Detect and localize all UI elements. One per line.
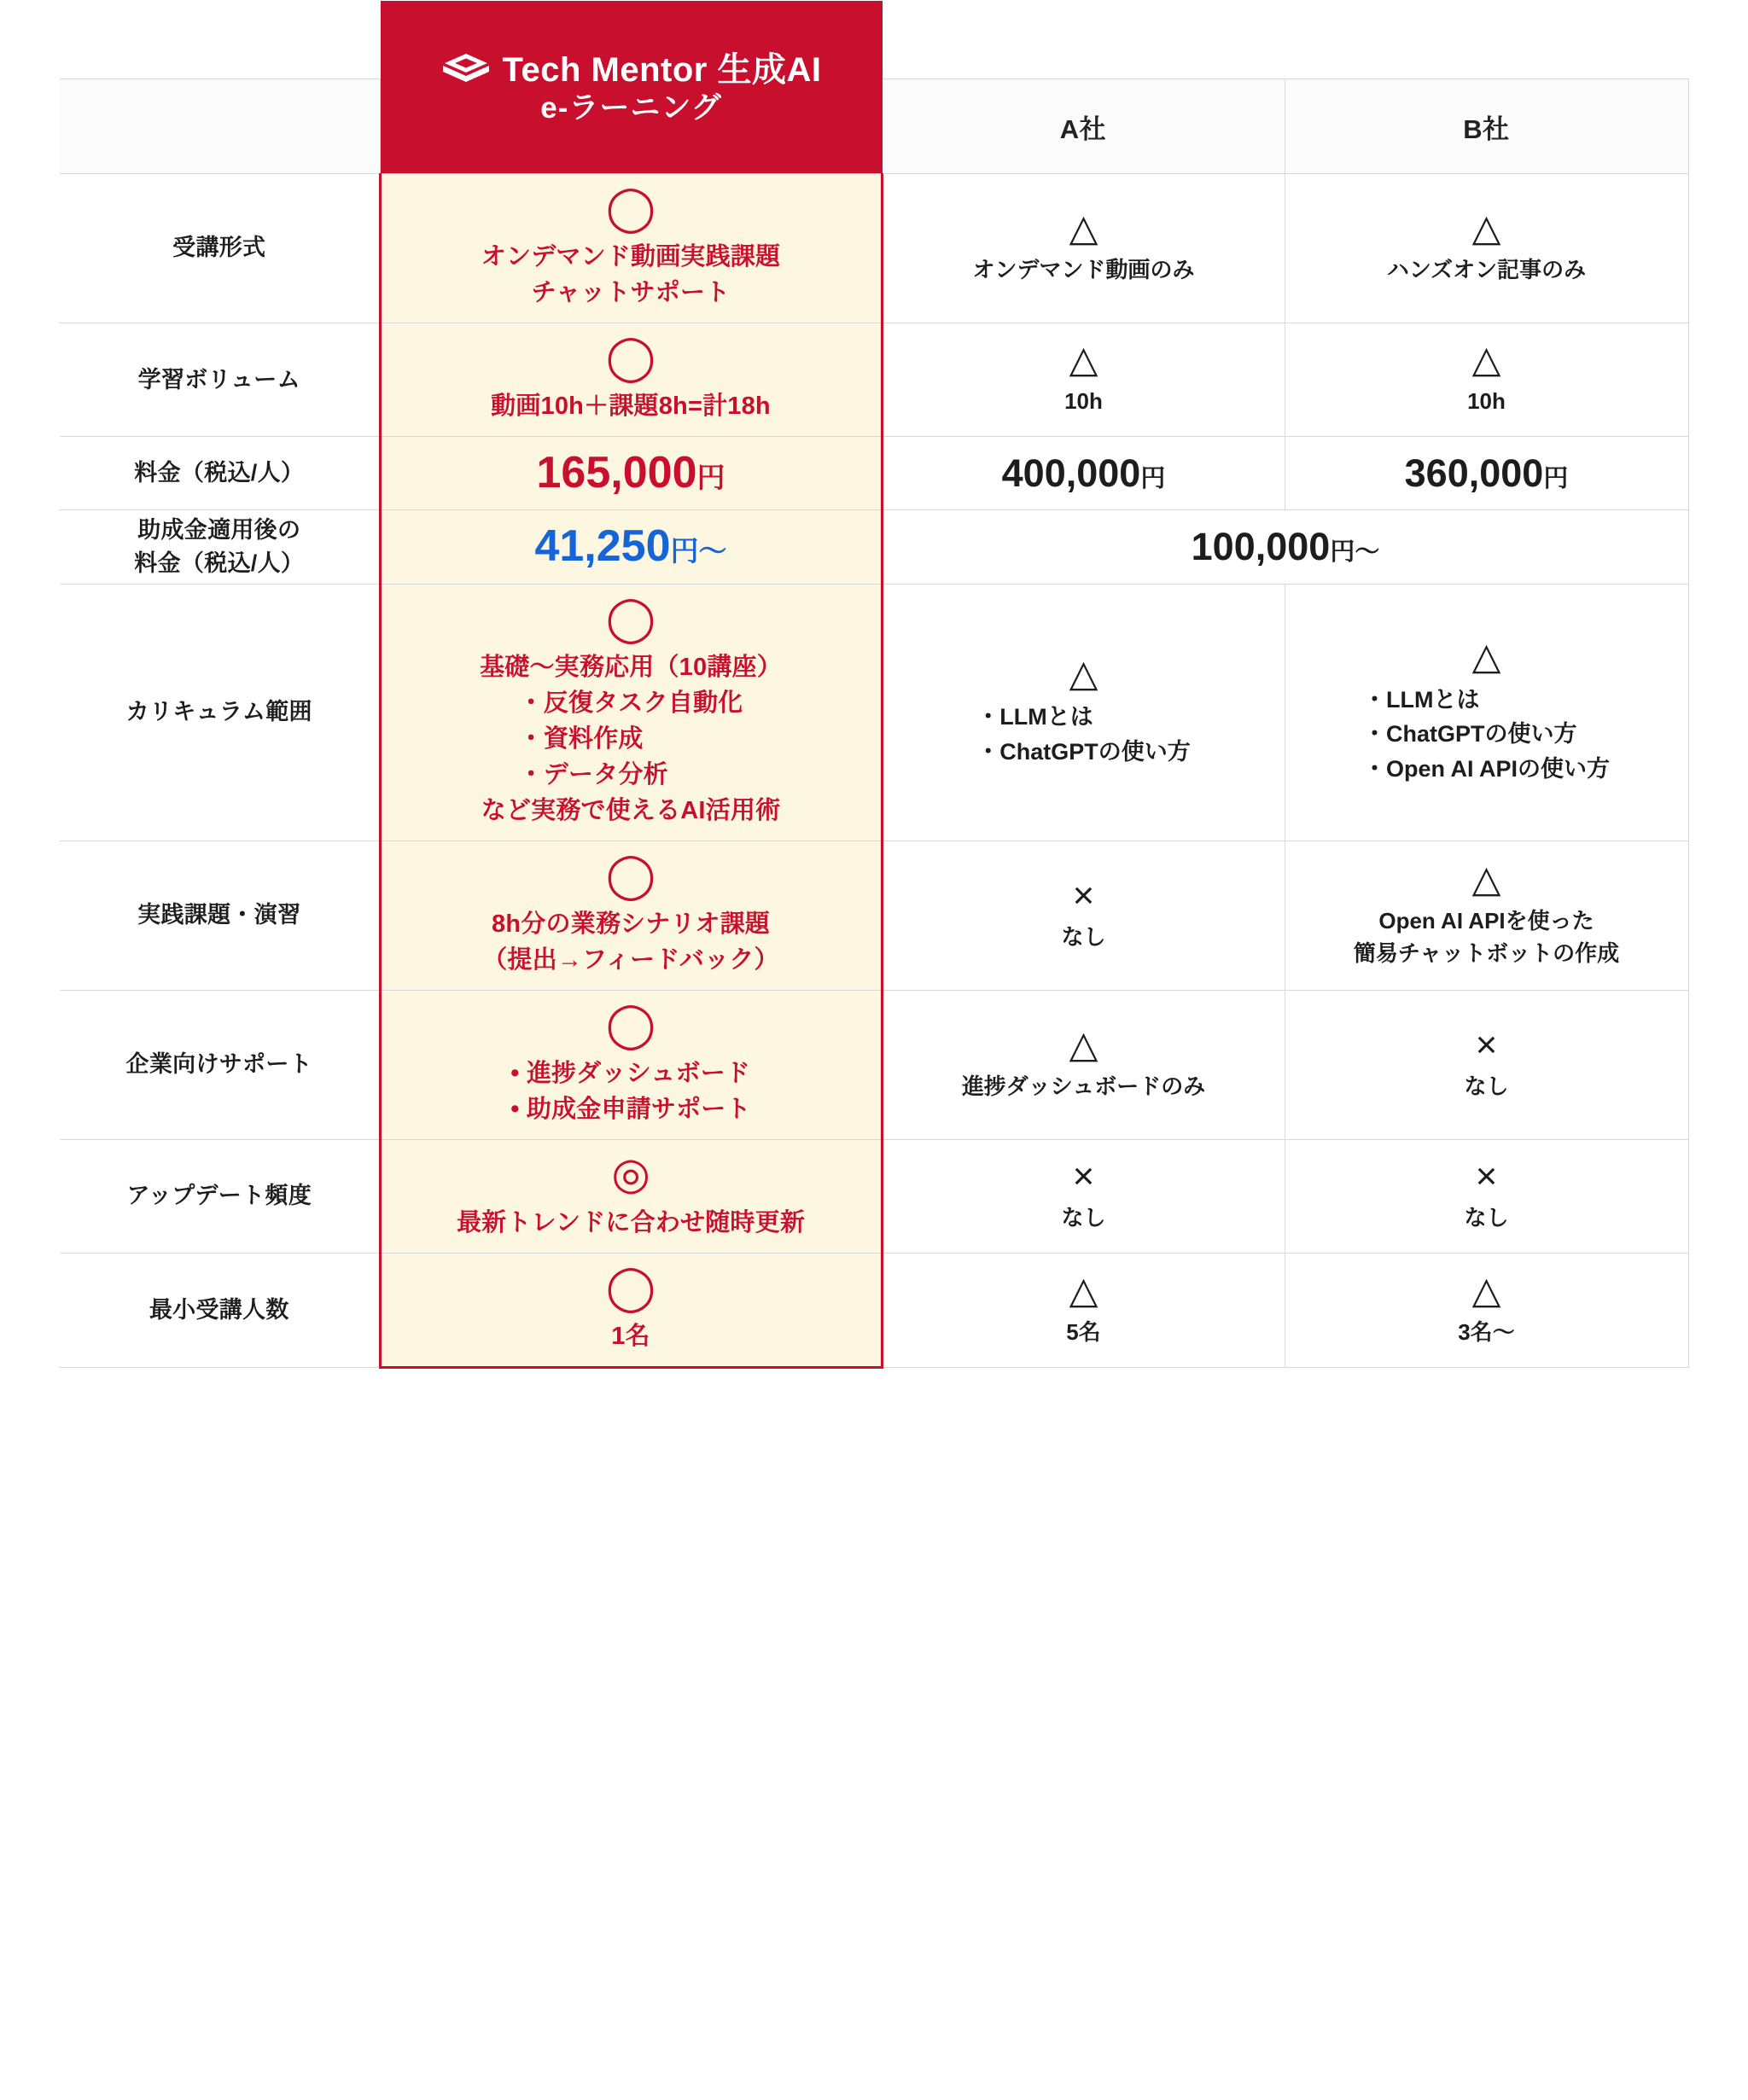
main-cell-price: [380, 437, 882, 510]
row-label-price: 料金（税込/人）: [60, 437, 380, 510]
vendor-b-cell-update-frequency: [1285, 1139, 1688, 1253]
main-text-line: 動画10h＋課題8h=計18h: [491, 393, 771, 421]
price-unit: 円: [696, 462, 725, 494]
bullet-item: ・ChatGPTの使い方: [1362, 721, 1577, 748]
main-cell-format: [380, 174, 882, 323]
vendor-text-line: 簡易チャットボットの作成: [1353, 939, 1620, 966]
row-label-min-participants: 最小受講人数: [60, 1253, 380, 1367]
price-unit: 円: [1140, 464, 1166, 492]
brand-name: Tech Mentor 生成AI: [502, 50, 822, 89]
vendor-b-cell-exercises: [1285, 841, 1688, 990]
price-amount: 41,250: [534, 521, 671, 572]
main-cell-min-participants: [380, 1253, 882, 1367]
main-cell-subsidized-price: [380, 510, 882, 584]
vendor-text-line: 10h: [1064, 388, 1103, 415]
table-row: [60, 323, 1688, 437]
mark-circle-icon: ◯: [605, 850, 656, 900]
vendor-text-line: 5名: [1066, 1318, 1101, 1345]
mark-cross-icon: ×: [1072, 1155, 1095, 1198]
vendor-text-line: 進捗ダッシュボードのみ: [961, 1073, 1206, 1100]
main-text-line: チャットサポート: [531, 279, 731, 307]
mark-circle-icon: ◯: [605, 183, 656, 233]
table-row: [60, 990, 1688, 1139]
mark-triangle-icon: △: [1471, 635, 1501, 678]
vendor-text-line: Open AI APIを使った: [1378, 908, 1594, 934]
vendor-a-bullets: [976, 700, 1191, 769]
table-row: [60, 1139, 1688, 1253]
price-merged-value: [894, 526, 1678, 568]
row-label-update-frequency: アップデート頻度: [60, 1139, 380, 1253]
mark-triangle-icon: △: [1471, 207, 1501, 250]
table-row: [60, 437, 1688, 510]
mark-triangle-icon: △: [1069, 1269, 1098, 1312]
vendor-text-line: なし: [1464, 1205, 1509, 1231]
row-label-exercises: 実践課題・演習: [60, 841, 380, 990]
main-curriculum-bullets: [519, 685, 743, 793]
bullet-item: • 進捗ダッシュボード: [510, 1059, 751, 1087]
row-label-line1: 助成金適用後の: [137, 516, 301, 543]
vendor-text-line: なし: [1061, 923, 1106, 950]
brand-header-block: [381, 1, 883, 173]
bullet-item: ・資料作成: [518, 724, 644, 753]
bullet-item: ・反復タスク自動化: [518, 689, 743, 717]
mark-triangle-icon: △: [1069, 653, 1098, 695]
price-main-subsidized: [392, 522, 871, 571]
bullet-item: • 助成金申請サポート: [510, 1095, 751, 1123]
row-label-format: 受講形式: [60, 174, 380, 323]
mark-cross-icon: ×: [1475, 1024, 1498, 1067]
mark-cross-icon: ×: [1475, 1155, 1498, 1198]
row-label-volume: 学習ボリューム: [60, 323, 380, 437]
price-amount: 360,000: [1404, 451, 1544, 495]
vendor-text-line: 3名〜: [1458, 1318, 1515, 1345]
mark-cross-icon: ×: [1072, 874, 1095, 916]
main-cell-curriculum: [380, 584, 882, 841]
vendor-a-cell-curriculum: [882, 584, 1285, 841]
main-cell-update-frequency: [380, 1139, 882, 1253]
brand-title-row: [441, 51, 822, 89]
mark-triangle-icon: △: [1069, 207, 1098, 250]
cube-logo-icon: [441, 51, 491, 89]
vendor-b-cell-volume: [1285, 323, 1688, 437]
main-text-line: （提出→フィードバック）: [482, 945, 779, 974]
main-text-line: オンデマンド動画実践課題: [481, 243, 781, 270]
mark-circle-icon: ◯: [605, 1262, 656, 1312]
main-support-bullets: [510, 1056, 750, 1127]
table-row: [60, 841, 1688, 990]
bullet-item: ・Open AI APIの使い方: [1362, 755, 1610, 782]
table-row: [60, 1253, 1688, 1367]
brand-subtitle: e-ラーニング: [540, 90, 722, 125]
price-unit: 円〜: [1330, 538, 1380, 567]
vendor-a-cell-update-frequency: [882, 1139, 1285, 1253]
bullet-item: ・ChatGPTの使い方: [976, 738, 1191, 765]
price-b-value: [1296, 452, 1678, 495]
vendor-a-cell-format: [882, 174, 1285, 323]
vendor-a-cell-corporate-support: [882, 990, 1285, 1139]
vendor-b-cell-corporate-support: [1285, 990, 1688, 1139]
vendor-a-cell-exercises: [882, 841, 1285, 990]
comparison-table-page: [0, 50, 1748, 2100]
table-header-row: [60, 79, 1688, 174]
vendor-b-cell-price: [1285, 437, 1688, 510]
comparison-table: [60, 50, 1689, 1369]
mark-circle-icon: ◯: [605, 593, 656, 643]
row-label-corporate-support: 企業向けサポート: [60, 990, 380, 1139]
vendor-a-cell-volume: [882, 323, 1285, 437]
main-curriculum-heading: 基礎〜実務応用（10講座）: [480, 653, 782, 681]
table-row: [60, 510, 1688, 584]
row-label-line2: 料金（税込/人）: [134, 550, 305, 576]
mark-double-circle-icon: ◎: [611, 1149, 650, 1199]
brand-column-header: [380, 50, 882, 174]
mark-triangle-icon: △: [1471, 858, 1501, 901]
table-row: [60, 174, 1688, 323]
vendor-text-line: なし: [1061, 1205, 1106, 1231]
mark-triangle-icon: △: [1471, 339, 1501, 381]
price-amount: 165,000: [536, 448, 697, 498]
main-curriculum-footer: など実務で使えるAI活用術: [481, 796, 781, 824]
main-cell-volume: [380, 323, 882, 437]
mark-circle-icon: ◯: [605, 333, 656, 383]
vendor-text-line: オンデマンド動画のみ: [972, 257, 1195, 283]
bullet-item: ・データ分析: [518, 760, 668, 788]
mark-triangle-icon: △: [1069, 1024, 1098, 1067]
main-text-line: 1名: [611, 1322, 650, 1350]
bullet-item: ・LLMとは: [1362, 686, 1480, 713]
vendor-a-cell-min-participants: [882, 1253, 1285, 1367]
vendor-b-cell-format: [1285, 174, 1688, 323]
vendor-b-cell-min-participants: [1285, 1253, 1688, 1367]
main-text-line: 8h分の業務シナリオ課題: [492, 910, 770, 938]
price-a-value: [894, 452, 1274, 495]
price-amount: 100,000: [1191, 525, 1331, 569]
price-main-value: [392, 449, 871, 497]
vendor-merged-cell-subsidized-price: [882, 510, 1688, 584]
vendor-b-cell-curriculum: [1285, 584, 1688, 841]
vendor-text-line: なし: [1464, 1073, 1509, 1100]
row-label-subsidized-price: [60, 510, 380, 584]
bullet-item: ・LLMとは: [976, 704, 1093, 730]
table-row: [60, 584, 1688, 841]
main-cell-corporate-support: [380, 990, 882, 1139]
mark-triangle-icon: △: [1471, 1269, 1501, 1312]
main-cell-exercises: [380, 841, 882, 990]
vendor-b-bullets: [1363, 683, 1610, 787]
vendor-text-line: ハンズオン記事のみ: [1386, 257, 1587, 283]
price-amount: 400,000: [1001, 451, 1141, 495]
price-unit: 円〜: [670, 535, 727, 567]
header-corner-cell: [60, 79, 380, 174]
row-label-curriculum: カリキュラム範囲: [60, 584, 380, 841]
mark-circle-icon: ◯: [605, 999, 656, 1050]
main-text-line: 最新トレンドに合わせ随時更新: [456, 1208, 806, 1236]
vendor-a-cell-price: [882, 437, 1285, 510]
price-unit: 円: [1543, 464, 1569, 492]
mark-triangle-icon: △: [1069, 339, 1098, 381]
vendor-text-line: 10h: [1467, 388, 1506, 415]
header-vendor-a: A社: [882, 79, 1285, 174]
header-vendor-b: B社: [1285, 79, 1688, 174]
